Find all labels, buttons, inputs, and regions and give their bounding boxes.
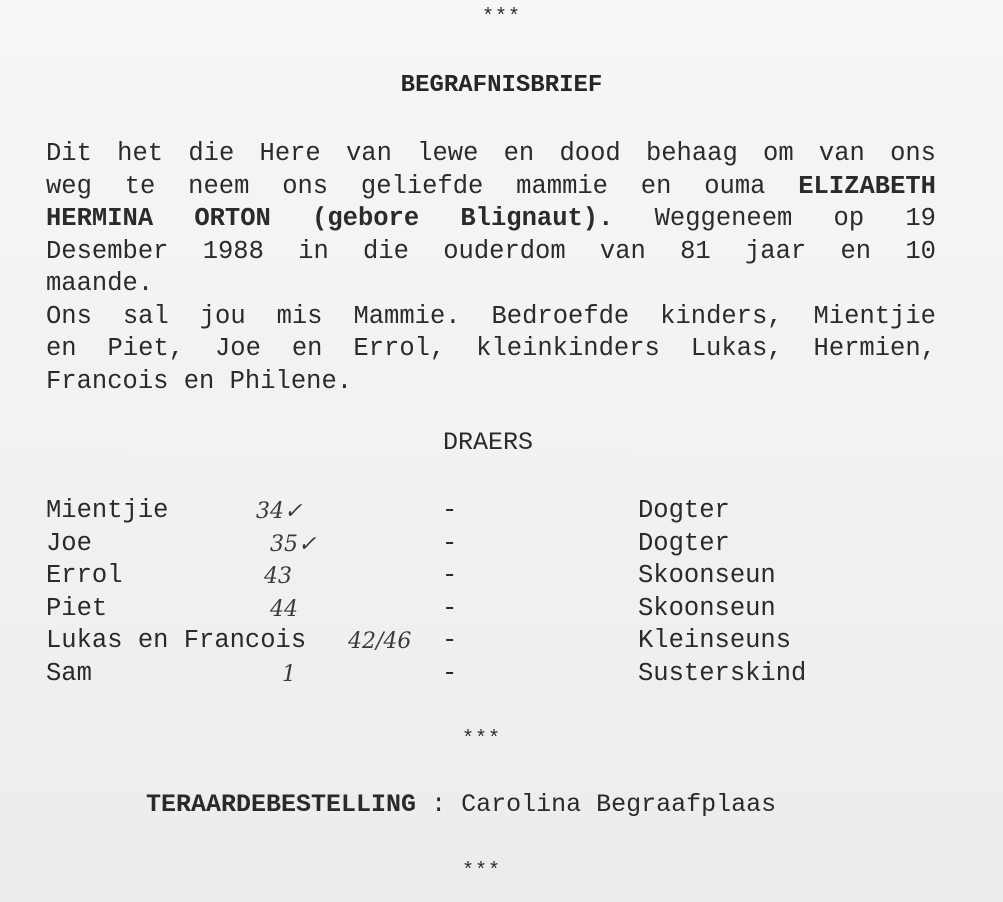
bearer-dash: - [442,561,458,590]
paragraph-word: het [117,139,164,168]
bearer-dash: - [442,496,458,525]
paragraph-line [46,236,936,269]
paragraph-word: HERMINA [46,204,154,233]
bearer-row [46,560,946,593]
bearer-row [46,528,946,561]
handwritten-note: 43 [264,564,292,589]
burial-line [146,790,776,819]
ornament-bottom: *** [461,860,501,883]
bearer-dash: - [442,658,458,688]
paragraph-text: Francois en Philene. [46,366,353,396]
bearer-name: Piet [46,593,108,623]
paragraph-word: 19 [905,204,936,233]
bearer-name: Lukas en Francois [46,626,307,655]
paragraph-word: ons [282,171,329,201]
bearer-relation: Dogter [638,496,730,525]
handwritten-note: 35✓ [270,531,317,557]
paragraph-line [46,138,936,171]
paragraph-word: Weggeneem [654,204,793,233]
paragraph-word: die [188,139,235,168]
paragraph-word: en [503,139,535,168]
paragraph-word: geliefde [360,171,484,201]
paragraph-word: te [124,171,156,201]
burial-separator: : [431,790,447,819]
paragraph-line [46,203,936,236]
paragraph-word: jou [199,301,246,331]
paragraph-word: kleinkinders [476,334,660,363]
paragraph-word: en [46,334,77,363]
paragraph-word: sal [122,301,169,331]
handwritten-note: 44 [270,596,298,622]
paragraph-word: neem [188,171,250,201]
paragraph-word: weg [46,171,92,201]
bearer-name: Errol [46,561,123,590]
bearer-row [46,495,946,528]
paragraph-word: ORTON [194,204,271,233]
paragraph-line [46,333,936,366]
paragraph-word: ouderdom [443,236,566,266]
paragraph-word: van [599,236,646,266]
bearer-row [46,625,946,658]
paragraph-word: Joe [215,334,261,363]
paragraph-word: en [640,171,672,201]
paragraph-line [46,301,936,334]
paragraph-word: Bedroefde [491,301,630,331]
paragraph-word: Mientjie [813,301,936,331]
paragraph-word: in [298,236,329,266]
paragraph-word: lewe [417,139,479,168]
bearers-list [46,495,946,690]
paragraph-word: kinders, [660,301,783,331]
paragraph-word: Errol, [353,334,446,363]
paragraph-line [46,366,936,399]
paragraph-text: maande. [46,269,154,298]
paragraph-word: Mammie. [353,301,461,331]
paragraph-word: van [345,139,392,168]
bearer-relation: Kleinseuns [638,626,792,655]
paragraph-word: en [291,334,323,363]
paragraph-word: op [833,204,865,233]
paragraph-word: mammie [516,171,608,201]
paragraph-word: ons [890,139,936,168]
paragraph-word: dood [559,139,621,168]
bearer-relation: Dogter [638,528,730,558]
ornament-top: *** [481,6,521,29]
paragraph-word: ouma [704,171,766,201]
paragraph-word: mis [276,301,323,331]
bearers-title: DRAERS [443,428,534,457]
bearer-name: Mientjie [46,496,169,525]
paragraph-word: Desember [46,236,169,266]
bearer-dash: - [442,626,458,655]
paragraph-word: Here [259,139,321,168]
paragraph-word: en [840,236,872,266]
bearer-dash: - [442,528,458,558]
bearer-relation: Skoonseun [638,561,776,590]
letter-title: BEGRAFNISBRIEF [400,72,603,99]
paragraph-word: behaag [645,139,738,168]
burial-place: Carolina Begraafplaas [461,790,777,819]
paragraph-line [46,268,936,301]
paragraph-word: Blignaut). [460,204,614,233]
paragraph-line [46,171,936,204]
paragraph-word: Hermien, [813,334,936,363]
paragraph-word: Ons [46,301,92,331]
paragraph-word: ELIZABETH [798,171,936,201]
letter-paragraph [46,138,936,398]
paragraph-word: 10 [905,236,936,266]
bearer-row [46,658,946,691]
bearer-relation: Skoonseun [638,593,776,623]
ornament-middle: *** [461,728,501,751]
paragraph-word: van [818,139,865,168]
paragraph-word: jaar [744,236,807,266]
bearer-relation: Susterskind [638,658,807,688]
paragraph-word: 1988 [202,236,264,266]
paragraph-word: die [363,236,409,266]
bearer-row [46,593,946,626]
handwritten-note: 42/46 [348,629,412,654]
burial-label: TERAARDEBESTELLING [146,790,417,819]
handwritten-note: 1 [282,661,296,687]
paragraph-word: (gebore [312,204,420,233]
bearer-name: Sam [46,658,92,688]
handwritten-note: 34✓ [256,499,303,524]
paragraph-word: om [763,139,794,168]
paragraph-word: Dit [46,139,92,168]
bearer-dash: - [442,593,458,623]
paragraph-word: 81 [680,236,711,266]
paragraph-word: Lukas, [690,334,783,363]
paragraph-word: Piet, [107,334,185,363]
bearer-name: Joe [46,528,92,558]
